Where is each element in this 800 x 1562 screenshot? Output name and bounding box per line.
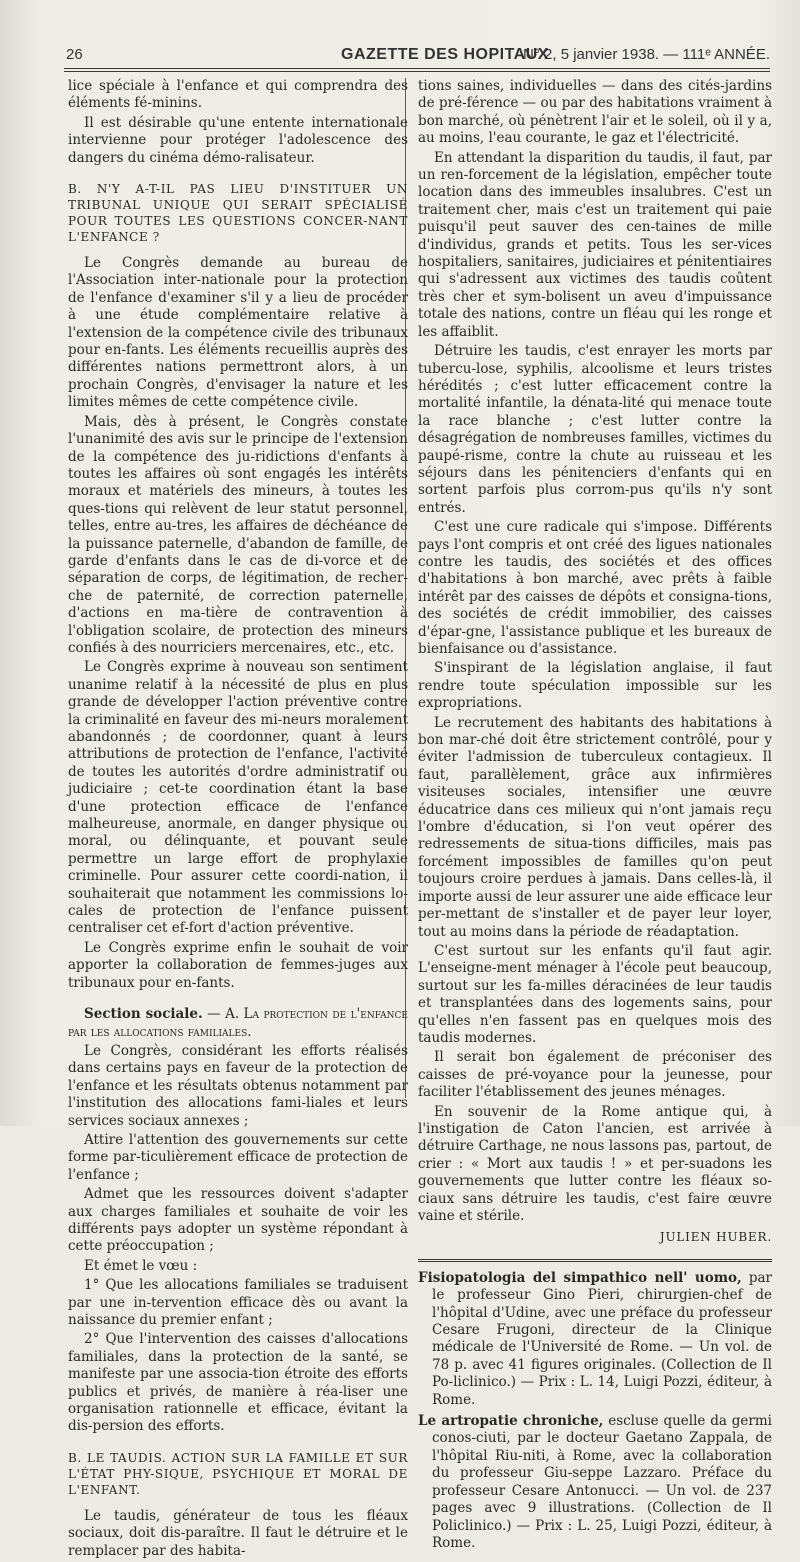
book-notice [418, 1413, 772, 1552]
paragraph: Le Congrès demande au bureau de l'Association inter-nationale pour la protection de l'enfance d'examiner s'il y a lieu de procéder à une étude complémentaire relative à l'extension de la compétence civile des tribunaux pour en-fants. Les éléments recueillis auprès des différentes nations permettront alors, à un prochain Congrès, d'envisager la nature et les limites mêmes de cette compétence civile. [68, 255, 408, 411]
paragraph: En attendant la disparition du taudis, il faut, par un ren-forcement de la législation, empêcher toute location dans des immeubles insalubres. C'est un traitement cher, mais c'est un traitement qui paie puisqu'il peut sauver des cen-taines de mille d'individus, grands et petits. Tous les ser-vices hospitaliers, sanitaires, judiciaires et pénitentiaires qui s'adressent aux victimes des taudis coûtent très cher et sym-bolisent un aveu d'impuissance totale des nations, contre un fléau qui les ronge et les affaiblit. [418, 149, 772, 340]
journal-title: GAZETTE DES HOPITAUX [341, 46, 549, 63]
paragraph: Admet que les ressources doivent s'adapter aux charges familiales et souhaite de voir les différents pays adopter un système répondant à cette préoccupation ; [68, 1186, 408, 1255]
paragraph: lice spéciale à l'enfance et qui comprendra des éléments fé-minins. [68, 78, 408, 112]
paragraph: tions saines, individuelles — dans des cités-jardins de pré-férence — ou par des habitations vraiment à bon marché, où pénètrent l'air et le soleil, où il y a, au moins, l'eau courante, le gaz et l'électricité. [418, 78, 772, 147]
paragraph: C'est surtout sur les enfants qu'il faut agir. L'enseigne-ment ménager à l'école peut beaucoup, surtout sur les fa-milles déracinées de leur taudis et transplantées dans des logements sains, pour qu'elles n'en fassent pas en quelques mois des taudis modernes. [418, 942, 772, 1046]
section-subtitle: — A. La protection de l'enfance par les allocations familiales. [68, 1006, 408, 1040]
book-title: Le artropatie chroniche, [418, 1413, 604, 1430]
book-title: Fisiopatologia del simpathico nell' uomo, [418, 1269, 742, 1286]
header-rule-2 [64, 71, 770, 72]
section-title: Section sociale. [84, 1006, 203, 1023]
paragraph: Le taudis, générateur de tous les fléaux sociaux, doit dis-paraître. Il faut le détruire et le remplacer par des habita- [68, 1507, 408, 1559]
header-rule [64, 68, 770, 69]
section-heading [68, 1006, 408, 1041]
paragraph: S'inspirant de la législation anglaise, il faut rendre toute spéculation impossible sur les expropriations. [418, 660, 772, 712]
paragraph: C'est une cure radicale qui s'impose. Différents pays l'ont compris et ont créé des ligues nationales contre les taudis, des sociétés et des offices d'habitations à bon marché, avec prêts à faible intérêt par des caisses de dépôts et consigna-tions, des sociétés de crédit immobilier, des caisses d'épar-gne, l'assistance publique et les bureaux de bienfaisance ou d'assistance. [418, 519, 772, 657]
paragraph: Il serait bon également de préconiser des caisses de pré-voyance pour la jeunesse, pour faciliter l'établissement des jeunes ménages. [418, 1049, 772, 1101]
right-column [418, 78, 772, 1556]
paragraph: Le recrutement des habitants des habitations à bon mar-ché doit être strictement contrôlé, pour y éviter l'admission de tuberculeux contagieux. Il faut, parallèlement, grâce aux infirmières visiteuses sociales, intensifier une œuvre éducatrice dans ces milieux qui n'ont jamais reçu l'ombre d'éducation, si l'on veut opérer des redressements de situa-tions difficiles, mais pas forcément impossibles de familles qu'on peut toujours croire perdues à jamais. Dans celles-là, il importe aussi de leur assurer une aide efficace leur per-mettant de s'installer et de payer leur loyer, tout au moins dans la période de réadaptation. [418, 714, 772, 940]
paragraph: 1° Que les allocations familiales se traduisent par une in-tervention efficace dès ou avant la naissance du premier enfant ; [68, 1277, 408, 1328]
subheading: B. N'Y A-T-IL PAS LIEU D'INSTITUER UN TRIBUNAL UNIQUE QUI SERAIT SPÉCIALISÉ POUR TOUTES LES QUESTIONS CONCER-NANT L'ENFANCE ? [68, 182, 408, 245]
paragraph: Et émet le vœu : [84, 1257, 198, 1274]
paragraph: Le Congrès exprime à nouveau son sentiment unanime relatif à la nécessité de plus en plus grande de développer l'action préventive contre la criminalité en faveur des mi-neurs moralement abandonnés ; de coordonner, quant à leurs attributions de protection de l'enfance, l'activité de toutes les autorités d'ordre administratif ou judiciaire ; cet-te coordination étant la base d'une protection efficace de l'enfance malheureuse, anormale, en danger physique ou moral, ou délinquante, et pouvant seule permettre un large effort de prophylaxie criminelle. Pour assurer cette coordi-nation, il souhaiterait que notamment les commissions lo-cales de protection de l'enfance puissent centraliser cet ef-fort d'action préventive. [68, 659, 408, 937]
author-signature: JULIEN HUBER. [659, 1230, 772, 1245]
section-separator [418, 1259, 772, 1262]
book-description: escluse quelle da germi conos-ciuti, par le docteur Gaetano Zappala, de l'hôpital Riu-niti, à Rome, avec la collaboration du professeur Giu-seppe Lazzaro. Préface du professeur Cesare Antonucci. — Un vol. de 237 pages avec 9 illustrations. (Collection de Il Policlinico.) — Prix : L. 25, Luigi Pozzi, éditeur, à Rome. [432, 1413, 772, 1551]
paragraph: Le Congrès, considérant les efforts réalisés dans certains pays en faveur de la protection de l'enfance et les résultats obtenus notamment par l'institution des allocations fami-liales et leurs services sociaux annexes ; [68, 1042, 408, 1129]
book-description: par le professeur Gino Pieri, chirurgien-chef de l'hôpital d'Udine, avec une préface du professeur Cesare Frugoni, directeur de la Clinique médicale de l'Université de Rome. — Un vol. de 78 p. avec 41 figures originales. (Collection de Il Po-liclinico.) — Prix : L. 14, Luigi Pozzi, éditeur, à Rome. [432, 1269, 772, 1408]
paragraph: Il est désirable qu'une entente internationale intervienne pour protéger l'adolescence des dangers du cinéma démo-ralisateur. [68, 114, 408, 166]
issue-info: N° 2, 5 janvier 1938. — 111ᵉ ANNÉE. [523, 46, 770, 63]
page-number: 26 [66, 46, 83, 63]
page-header [64, 46, 770, 66]
book-notice [418, 1270, 772, 1409]
paragraph: Le Congrès exprime enfin le souhait de voir apporter la collaboration de femmes-juges aux tribunaux pour en-fants. [68, 939, 408, 991]
left-column [68, 78, 408, 1562]
paragraph: Attire l'attention des gouvernements sur cette forme par-ticulièrement efficace de protection de l'enfance ; [68, 1131, 408, 1183]
subheading: B. LE TAUDIS. ACTION SUR LA FAMILLE ET SUR L'ÉTAT PHY-SIQUE, PSYCHIQUE ET MORAL DE L'ENFANT. [68, 1450, 408, 1497]
paragraph: 2° Que l'intervention des caisses d'allocations familiales, dans la protection de la santé, se manifeste par une associa-tion étroite des efforts publics et privés, de manière à réa-liser une organisation rationnelle et efficace, évitant la dis-persion des efforts. [68, 1331, 408, 1435]
paragraph: En souvenir de la Rome antique qui, à l'instigation de Caton l'ancien, est arrivée à détruire Carthage, ne nous lassons pas, partout, de crier : « Mort aux taudis ! » et per-suadons les gouvernements que lutter contre les fléaux so-ciaux sans détruire les taudis, c'est faire œuvre vaine et stérile. [418, 1103, 772, 1224]
paragraph: Détruire les taudis, c'est enrayer les morts par tubercu-lose, syphilis, alcoolisme et leurs tristes hérédités ; c'est lutter efficacement contre la mortalité infantile, la dénata-lité qui menace toute la race blanche ; c'est lutter contre la désagrégation de nombreuses familles, victimes du paupé-risme, contre la chute au ruisseau et les séjours dans les pénitenciers d'enfants qui en sortent parfois plus corrom-pus qu'ils n'y sont entrés. [418, 343, 772, 516]
paragraph: Mais, dès à présent, le Congrès constate l'unanimité des avis sur le principe de l'extension de la compétence des ju-ridictions d'enfants à toutes les affaires où sont engagés les intérêts moraux et matériels des mineurs, à toutes les ques-tions qui relèvent de leur statut personnel, telles, entre au-tres, les affaires de déchéance de la puissance paternelle, d'abandon de famille, de garde d'enfants dans le cas de di-vorce et de séparation de corps, de légitimation, de recher-che de paternité, de correction paternelle, d'actions en ma-tière de contravention à l'obligation scolaire, de protection des mineurs confiés à des nourriciers mercenaires, etc., etc. [68, 413, 408, 656]
